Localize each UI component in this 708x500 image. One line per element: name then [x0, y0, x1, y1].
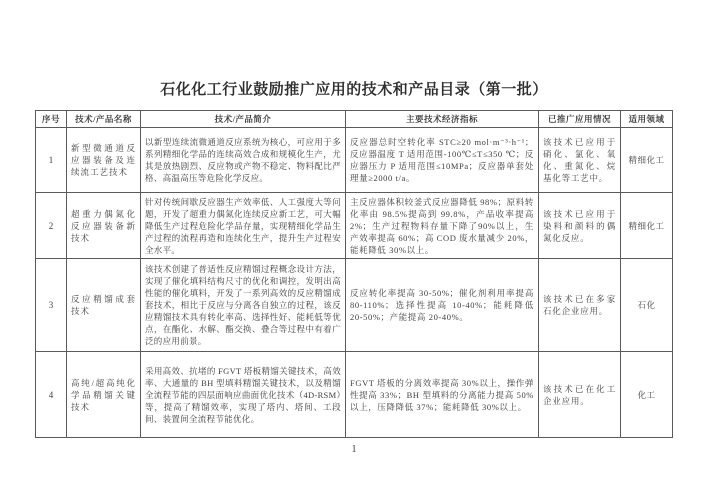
document-title: 石化化工行业鼓励推广应用的技术和产品目录（第一批） [160, 81, 548, 98]
cell-application: 该技术已在化工企业应用。 [539, 352, 621, 438]
page-number: 1 [351, 444, 357, 455]
cell-tech-intro: 该技术创建了普适性反应精馏过程概念设计方法，实现了催化填料结构尺寸的优化和调控，发明出高性能的催化填料，开发了一系列高效的反应精馏成套技术，相比于反应与分离各自独立的过程，该反应精馏技术具有转化率高、选择性好、能耗低等优点，在酯化、水解、酯交换、叠合等过程中有着广泛的应用前景。 [141, 259, 346, 352]
cell-application: 该技术已在多家石化企业应用。 [539, 259, 621, 352]
cell-field: 化工 [621, 352, 673, 438]
table-row [36, 259, 673, 352]
cell-application: 该技术已应用于染料和颜料的偶氮化反应。 [539, 193, 621, 259]
cell-indicators: 反应转化率提高 30-50%；催化剂利用率提高 80-110%；选择性提高 10-40%；能耗降低 20-50%；产能提高 20-40%。 [346, 259, 539, 352]
cell-indicators: 反应器总时空转化率 STC≥20 mol·m⁻³·h⁻¹；反应器温度 T 适用范围-100℃≤T≤350 ℃；反应器压力 P 适用范围≤10MPa；反应器单套处理量≥2000 t/a。 [346, 128, 539, 193]
cell-seq-no: 3 [36, 259, 67, 352]
header-tech-product-name: 技术/产品名称 [67, 111, 141, 128]
header-applicable-field: 适用领域 [621, 111, 673, 128]
cell-application: 该技术已应用于硝化、氯化、氧化、重氮化、烷基化等工艺中。 [539, 128, 621, 193]
catalog-table [35, 110, 673, 438]
header-tech-product-intro: 技术/产品简介 [141, 111, 346, 128]
table-row [36, 193, 673, 259]
cell-tech-intro: 以新型连续流微通道反应系统为核心，可应用于多系列精细化学品的连续高效合成和规模化生产，尤其是放热剧烈、反应物或产物不稳定、物料配比严格、高温高压等危险化学反应。 [141, 128, 346, 193]
cell-tech-name: 超重力偶氮化反应器装备新技术 [67, 193, 141, 259]
header-main-indicators: 主要技术经济指标 [346, 111, 539, 128]
cell-tech-name: 新型微通道反应器装备及连续流工艺技术 [67, 128, 141, 193]
cell-seq-no: 1 [36, 128, 67, 193]
cell-field: 精细化工 [621, 193, 673, 259]
table-header-row [36, 111, 673, 128]
cell-tech-intro: 采用高效、抗堵的 FGVT 塔板精馏关键技术，高效率、大通量的 BH 型填料精馏关键技术，以及精馏全流程节能的四层面响应曲面优化技术（4D-RSM）等，提高了精馏效率，实现了塔内、塔间、工段间、装置间全流程节能优化。 [141, 352, 346, 438]
cell-seq-no: 4 [36, 352, 67, 438]
cell-tech-intro: 针对传统间歇反应器生产效率低、人工强度大等问题，开发了超重力偶氮化连续反应新工艺，可大幅降低生产过程危险化学品存量，实现精细化学品生产过程的流程再造和连续化生产，提升生产过程安全水平。 [141, 193, 346, 259]
cell-tech-name: 反应精馏成套技术 [67, 259, 141, 352]
cell-indicators: 主反应器体积较釜式反应器降低 98%；原料转化率由 98.5%提高到 99.8%，产品收率提高 2%；生产过程物料存量下降了90%以上，生产效率提高 60%；高 COD 废水量减少 20%，能耗降低 30%以上。 [346, 193, 539, 259]
header-application-status: 已推广应用情况 [539, 111, 621, 128]
cell-tech-name: 高纯/超高纯化学品精馏关键技术 [67, 352, 141, 438]
cell-field: 石化 [621, 259, 673, 352]
header-seq-no: 序号 [36, 111, 67, 128]
cell-indicators: FGVT 塔板的分离效率提高 30%以上，操作弹性提高 33%；BH 型填料的分离能力提高 50%以上，压降降低 37%；能耗降低 30%以上。 [346, 352, 539, 438]
cell-field: 精细化工 [621, 128, 673, 193]
table-row [36, 128, 673, 193]
table-row [36, 352, 673, 438]
cell-seq-no: 2 [36, 193, 67, 259]
